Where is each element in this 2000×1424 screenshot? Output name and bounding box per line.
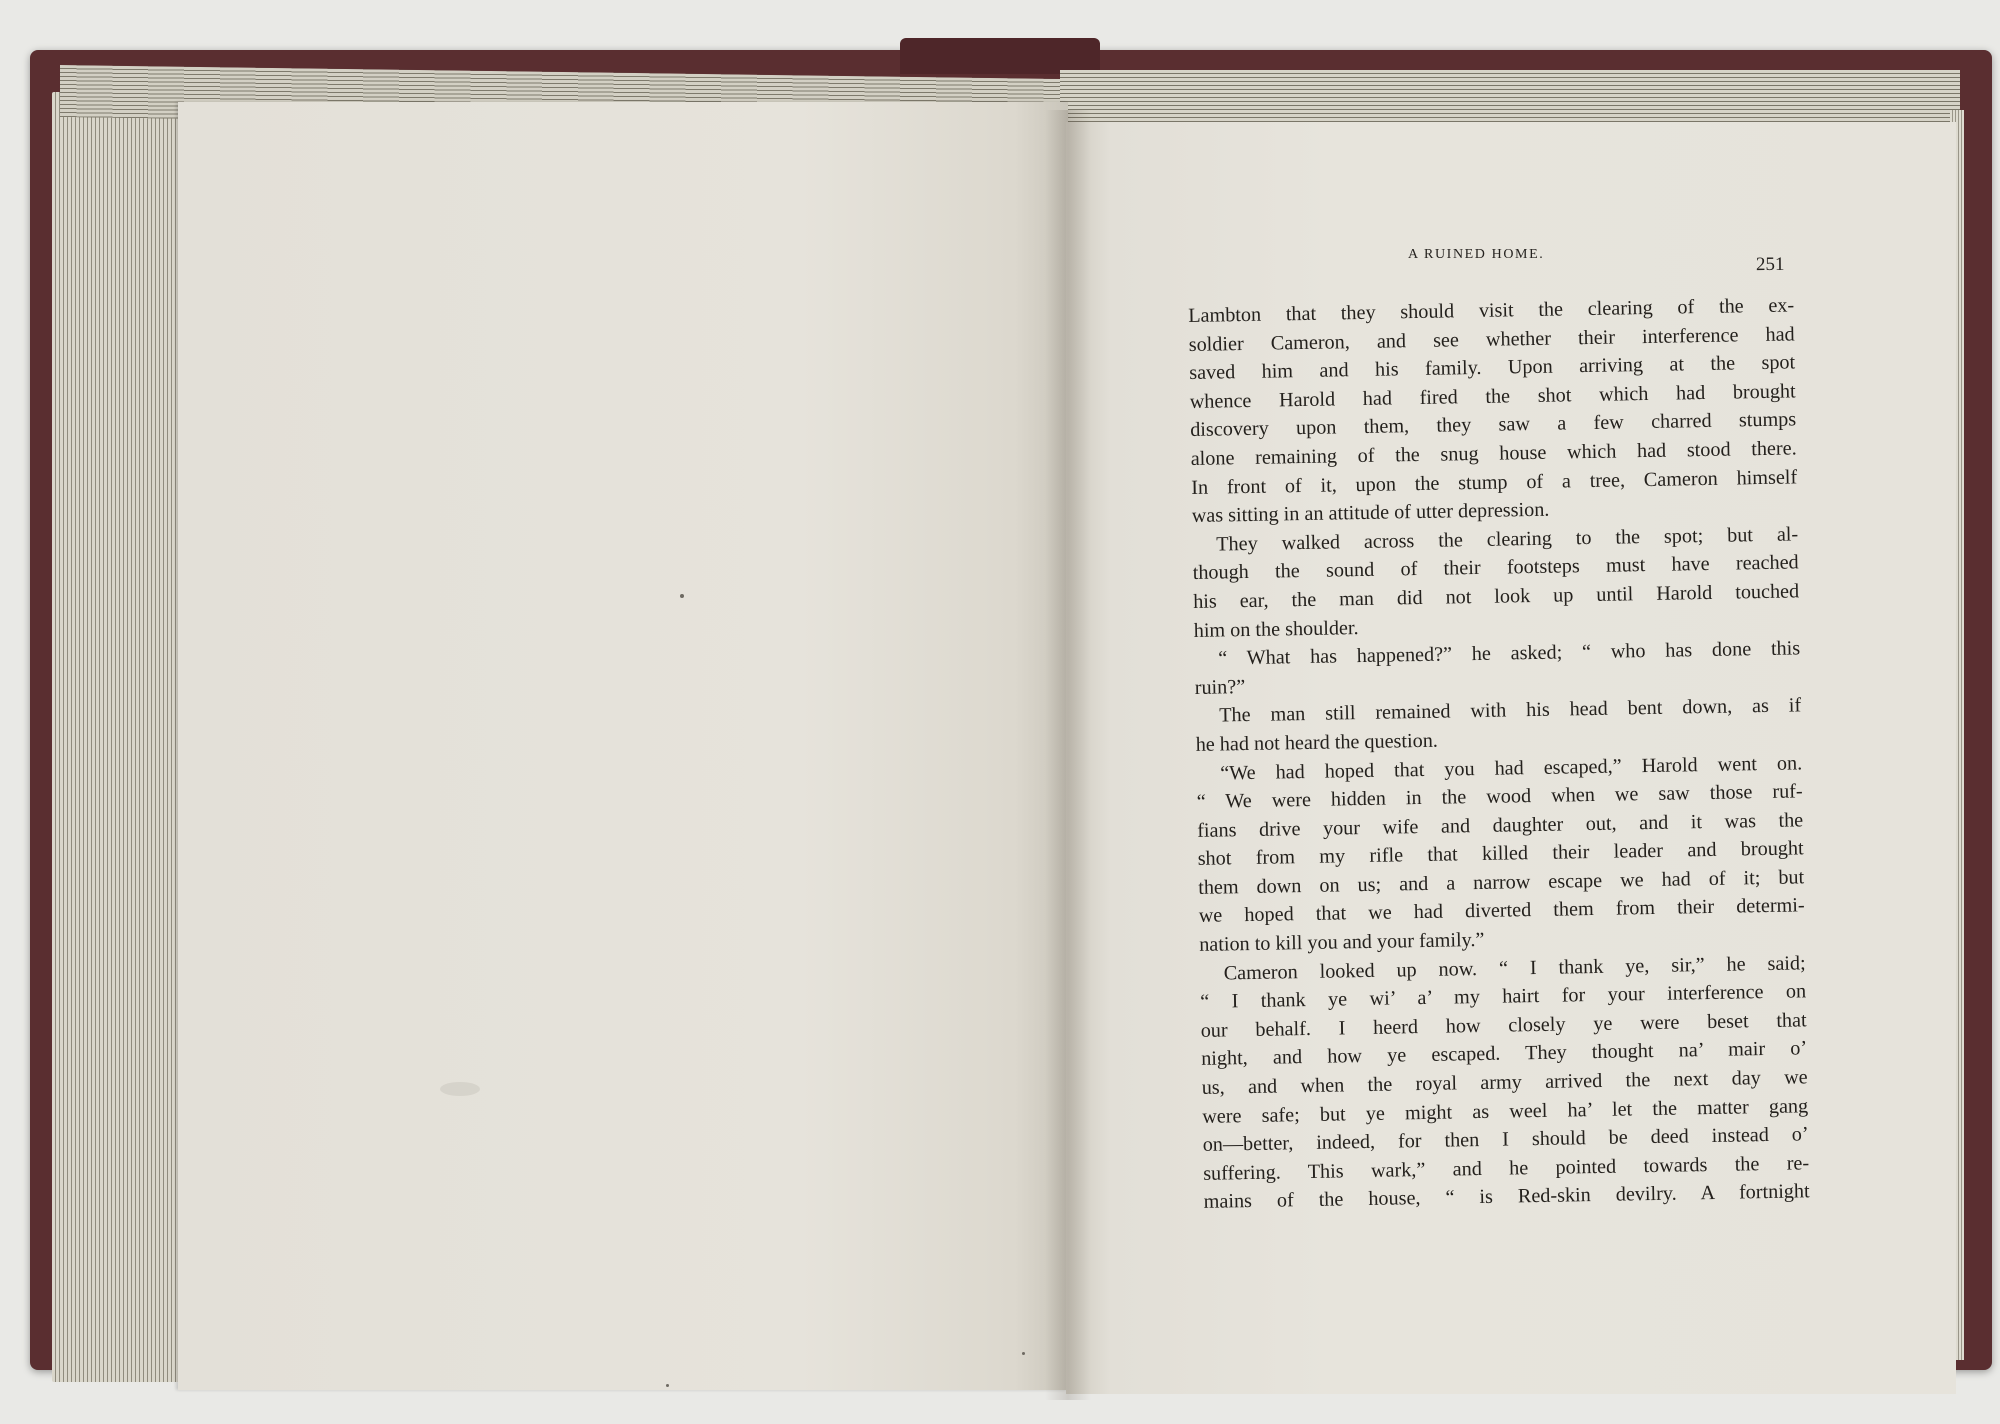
gutter-shadow bbox=[1045, 110, 1091, 1400]
text-line: though the sound of their footsteps must have reached bbox=[1192, 551, 1799, 585]
text-line: Cameron looked up now. “ I thank ye, sir,” he said; bbox=[1223, 951, 1806, 985]
text-line: whence Harold had fired the shot which had brought bbox=[1189, 380, 1796, 413]
paper-fleck bbox=[666, 1384, 669, 1387]
book-spine bbox=[900, 38, 1100, 74]
text-line: They walked across the clearing to the spot; but al- bbox=[1216, 523, 1799, 556]
text-line: them down on us; and a narrow escape we had of it; but bbox=[1198, 866, 1805, 899]
text-line: “ I thank ye wi’ a’ my hairt for your interference on bbox=[1200, 980, 1807, 1014]
right-page bbox=[1066, 122, 1956, 1394]
text-line: him on the shoulder. bbox=[1193, 616, 1359, 642]
text-line: nation to kill you and your family.” bbox=[1199, 928, 1485, 956]
text-line: fians drive your wife and daughter out, and it was the bbox=[1197, 809, 1804, 842]
left-page-blank bbox=[178, 102, 1068, 1390]
paper-fleck bbox=[1022, 1352, 1025, 1355]
text-line: was sitting in an attitude of utter depression. bbox=[1191, 498, 1550, 528]
text-line: In front of it, upon the stump of a tree, Cameron himself bbox=[1191, 465, 1798, 499]
page-number: 251 bbox=[1755, 253, 1785, 276]
paper-fleck bbox=[680, 594, 684, 598]
text-line: night, and how ye escaped. They thought na’ mair o’ bbox=[1201, 1037, 1808, 1071]
text-line: on—better, indeed, for then I should be deed instead o’ bbox=[1202, 1123, 1809, 1157]
page-stack-top-right bbox=[1060, 70, 1960, 128]
text-line: mains of the house, “ is Red-skin devilry. A fortnight bbox=[1203, 1180, 1810, 1214]
text-line: our behalf. I heerd how closely ye were beset that bbox=[1200, 1009, 1807, 1042]
text-line: he had not heard the question. bbox=[1195, 729, 1439, 756]
page-stack-left-edge bbox=[52, 92, 182, 1382]
text-line: “ What has happened?” he asked; “ who has done this bbox=[1218, 637, 1801, 670]
text-line: his ear, the man did not look up until Harold touched bbox=[1193, 580, 1800, 613]
paper-smudge bbox=[440, 1082, 480, 1096]
text-line: alone remaining of the snug house which had stood there. bbox=[1190, 437, 1797, 470]
text-line: suffering. This wark,” and he pointed towards the re- bbox=[1203, 1152, 1810, 1185]
text-line: Lambton that they should visit the clearing of the ex- bbox=[1188, 294, 1795, 327]
text-line: saved him and his family. Upon arriving at the spot bbox=[1189, 351, 1796, 385]
text-line: shot from my rifle that killed their leader and brought bbox=[1197, 837, 1804, 871]
text-line: “ We were hidden in the wood when we saw those ruf- bbox=[1196, 780, 1803, 814]
text-line: The man still remained with his head bent down, as if bbox=[1219, 694, 1802, 727]
text-line: ruin?” bbox=[1194, 675, 1246, 699]
text-line: we hoped that we had diverted them from their determi- bbox=[1198, 894, 1805, 928]
text-line: discovery upon them, they saw a few charred stumps bbox=[1190, 408, 1797, 442]
body-text bbox=[1188, 291, 1810, 1216]
text-line: “We had hoped that you had escaped,” Harold went on. bbox=[1220, 751, 1803, 785]
text-line: soldier Cameron, and see whether their interference had bbox=[1188, 323, 1795, 356]
text-line: were safe; but ye might as weel ha’ let the matter gang bbox=[1202, 1094, 1809, 1128]
text-line: us, and when the royal army arrived the next day we bbox=[1201, 1066, 1808, 1099]
running-head: A RUINED HOME. bbox=[1408, 247, 1545, 262]
